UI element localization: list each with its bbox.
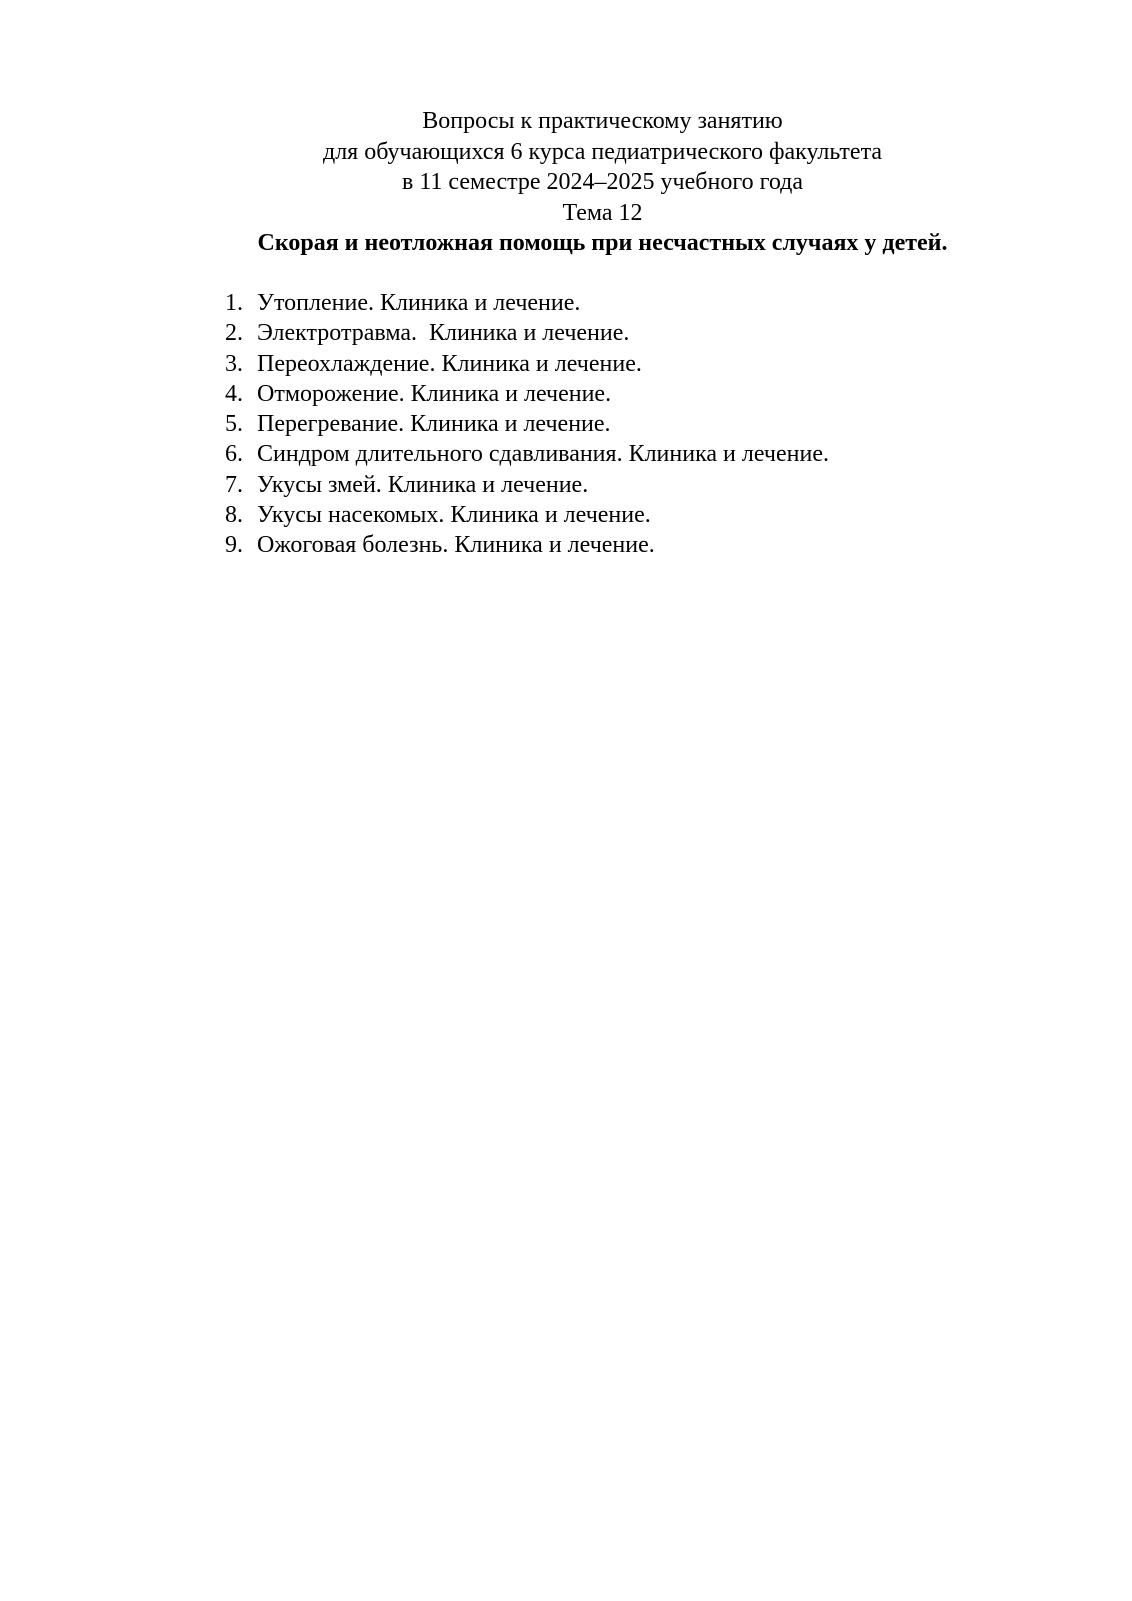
- list-item-text: Синдром длительного сдавливания. Клиника и лечение.: [257, 441, 829, 468]
- list-item-text: Укусы насекомых. Клиника и лечение.: [257, 502, 651, 529]
- header-line-2: для обучающихся 6 курса педиатрического факультета: [322, 138, 883, 165]
- list-item-text: Утопление. Клиника и лечение.: [257, 290, 581, 316]
- document-title: Скорая и неотложная помощь при несчастных случаях у детей.: [257, 230, 948, 256]
- list-item-text: Отморожение. Клиника и лечение.: [257, 380, 612, 407]
- list-item: [225, 530, 1025, 560]
- list-item-text: Переохлаждение. Клиника и лечение.: [257, 350, 642, 377]
- header-line-1: Вопросы к практическому занятию: [422, 108, 783, 134]
- list-item-number: 7.: [225, 471, 243, 498]
- list-item: [225, 349, 1025, 379]
- list-item: [225, 379, 1025, 409]
- list-item-number: 3.: [225, 350, 243, 377]
- list-item: [225, 439, 1025, 469]
- list-item-number: 8.: [225, 502, 243, 529]
- list-item: [225, 470, 1025, 500]
- list-item: [225, 288, 1025, 318]
- list-item-text: Электротравма. Клиника и лечение.: [257, 320, 630, 347]
- list-item-text: Укусы змей. Клиника и лечение.: [257, 471, 589, 498]
- topic-number: Тема 12: [562, 199, 643, 226]
- document-header: [200, 106, 1005, 259]
- list-item-text: Перегревание. Клиника и лечение.: [257, 411, 611, 438]
- list-item-number: 5.: [225, 411, 243, 438]
- list-item-number: 1.: [225, 290, 243, 316]
- list-item: [225, 318, 1025, 348]
- list-item-number: 9.: [225, 532, 243, 559]
- list-item: [225, 409, 1025, 439]
- header-line-3: в 11 семестре 2024–2025 учебного года: [401, 169, 803, 195]
- list-item-number: 6.: [225, 441, 243, 468]
- list-item: [225, 500, 1025, 530]
- list-item-text: Ожоговая болезнь. Клиника и лечение.: [257, 532, 655, 559]
- questions-list: [225, 288, 1025, 561]
- list-item-number: 2.: [225, 320, 243, 347]
- list-item-number: 4.: [225, 380, 243, 407]
